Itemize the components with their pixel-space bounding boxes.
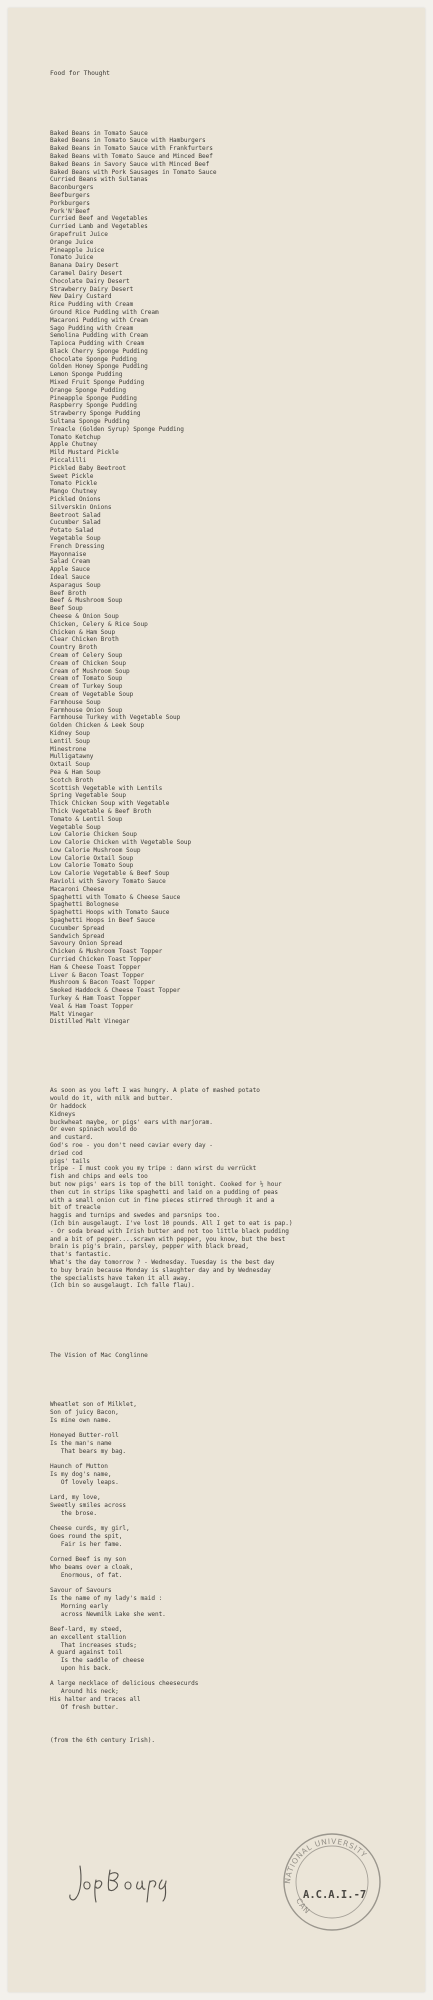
food-list-item: Chicken, Celery & Rice Soup <box>50 620 148 628</box>
poem-stanza <box>50 1587 380 1618</box>
food-list-item: Baked Beans with Pork Sausages in Tomato Sauce <box>50 168 217 176</box>
poem-line: Morning early <box>50 1602 108 1610</box>
document-title: Food for Thought <box>50 69 110 77</box>
food-list-item: Chicken & Ham Soup <box>50 628 116 636</box>
poem-line: Haunch of Mutton <box>50 1463 108 1471</box>
food-list-item: Spaghetti with Tomato & Cheese Sauce <box>50 893 181 901</box>
paragraph-line: What's the day tomorrow ? - Wednesday. Tuesday is the best day <box>50 1258 275 1266</box>
prose-paragraph <box>50 1087 380 1290</box>
food-list-item: Beefburgers <box>50 191 90 199</box>
food-list-item: Cream of Mushroom Soup <box>50 667 130 675</box>
food-list-item: Banana Dairy Desert <box>50 262 119 270</box>
paragraph-line: - Or soda bread with Irish butter and not too little black pudding <box>50 1227 289 1235</box>
poem-line: That increases studs; <box>50 1641 137 1649</box>
poem-stanza <box>50 1432 380 1455</box>
poem-line: Cheese curds, my girl, <box>50 1525 130 1533</box>
food-list-item: Liver & Bacon Toast Topper <box>50 971 145 979</box>
paragraph-line: (Ich bin ausgelaugt. I've lost 10 pounds. All I get to eat is pap.) <box>50 1219 293 1227</box>
food-list-item: Golden Chicken & Leek Soup <box>50 722 145 730</box>
food-list-item: Cream of Chicken Soup <box>50 659 126 667</box>
food-list-item: Veal & Ham Toast Topper <box>50 1002 134 1010</box>
food-list-item: Pork'N'Beef <box>50 207 90 215</box>
paragraph-line: but now pigs' ears is top of the bill tonight. Cooked for ½ hour <box>50 1180 282 1188</box>
paragraph-line: with a small onion cut in fine pieces stirred through it and a <box>50 1196 275 1204</box>
poem-line: Wheatlet son of Milklet, <box>50 1401 137 1409</box>
poem-stanza <box>50 1556 380 1579</box>
stamp-ring-text-bottom: CAN <box>294 1896 313 1916</box>
food-list-item: Ravioli with Savory Tomato Sauce <box>50 878 166 886</box>
paragraph-line: Kidneys <box>50 1110 76 1118</box>
poem-line: Is the name of my lady's maid : <box>50 1595 163 1602</box>
food-list <box>50 130 380 1027</box>
university-stamp <box>270 1826 390 1936</box>
food-list-item: Pickled Onions <box>50 496 101 504</box>
poem-line: Son of juicy Bacon, <box>50 1409 119 1417</box>
poem-stanza <box>50 1494 380 1517</box>
paragraph-line: pigs' tails <box>50 1157 90 1165</box>
food-list-item: Mango Chutney <box>50 488 98 496</box>
food-list-item: Curried Beef and Vegetables <box>50 215 148 223</box>
food-list-item: Tapioca Pudding with Cream <box>50 340 145 348</box>
food-list-item: Cream of Vegetable Soup <box>50 690 134 698</box>
food-list-item: Low Calorie Chicken with Vegetable Soup <box>50 839 192 847</box>
poem-line: Is mine own name. <box>50 1416 112 1424</box>
poem-line: His halter and traces all <box>50 1695 141 1703</box>
food-list-item: Strawberry Sponge Pudding <box>50 410 141 418</box>
food-list-item: New Dairy Custard <box>50 293 112 301</box>
food-list-item: Potato Salad <box>50 527 94 535</box>
food-list-item: Distilled Malt Vinegar <box>50 1018 130 1026</box>
typed-text-block <box>50 54 380 1760</box>
food-list-item: Rice Pudding with Cream <box>50 301 134 309</box>
poem-line: Is the man's name <box>50 1440 112 1448</box>
food-list-item: Scottish Vegetable with Lentils <box>50 784 163 792</box>
food-list-item: Minestrone <box>50 745 87 753</box>
food-list-item: Low Calorie Vegetable & Beef Soup <box>50 870 170 878</box>
food-list-item: Macaroni Pudding with Cream <box>50 316 148 324</box>
food-list-item: Farmhouse Turkey with Vegetable Soup <box>50 714 181 722</box>
food-list-item: Mixed Fruit Sponge Pudding <box>50 379 145 387</box>
food-list-item: Sago Pudding with Cream <box>50 324 134 332</box>
food-list-item: Ideal Sauce <box>50 574 90 581</box>
food-list-item: Vegetable Soup <box>50 535 101 543</box>
poem-stanza <box>50 1525 380 1548</box>
poem-line: Is the saddle of cheese <box>50 1657 145 1665</box>
paragraph-line: then cut in strips like spaghetti and laid on a pudding of peas <box>50 1188 278 1196</box>
food-list-item: Tomato Ketchup <box>50 433 101 441</box>
food-list-item: Caramel Dairy Desert <box>50 269 123 277</box>
poem-line: Goes round the spit, <box>50 1533 123 1541</box>
food-list-item: French Dressing <box>50 542 105 550</box>
food-list-item: Beetroot Salad <box>50 511 101 519</box>
food-list-item: Silverskin Onions <box>50 503 112 511</box>
paragraph-line: that's fantastic. <box>50 1251 112 1259</box>
food-list-item: Farmhouse Onion Soup <box>50 706 123 714</box>
poem-line: Around his neck; <box>50 1688 119 1696</box>
paragraph-line: dried cod <box>50 1149 83 1157</box>
food-list-item: Raspberry Sponge Pudding <box>50 402 137 410</box>
food-list-item: Cucumber Spread <box>50 924 105 932</box>
food-list-item: Vegetable Soup <box>50 823 101 831</box>
food-list-item: Baked Beans in Tomato Sauce with Hamburgers <box>50 137 206 145</box>
poem-line: Enormous, of fat. <box>50 1571 123 1579</box>
food-list-item: Ham & Cheese Toast Topper <box>50 963 141 971</box>
food-list-item: Grapefruit Juice <box>50 230 108 238</box>
food-list-item: Cream of Tomato Soup <box>50 675 123 683</box>
poem-credit: (from the 6th century Irish). <box>50 1736 155 1744</box>
paragraph-line: and a bit of pepper....scrawn with pepper, you know, but the best <box>50 1235 286 1243</box>
food-list-item: Spaghetti Bolognese <box>50 901 119 909</box>
food-list-item: Strawberry Dairy Desert <box>50 285 134 293</box>
food-list-item: Curried Chicken Toast Topper <box>50 956 152 964</box>
food-list-item: Black Cherry Sponge Pudding <box>50 347 148 355</box>
poem-line: A guard against toil <box>50 1649 123 1657</box>
food-list-item: Sweet Pickle <box>50 472 94 480</box>
food-list-item: Salad Cream <box>50 558 90 566</box>
food-list-item: Beef Broth <box>50 589 87 597</box>
food-list-item: Baconburgers <box>50 184 94 192</box>
food-list-item: Savoury Onion Spread <box>50 940 123 948</box>
food-list-item: Smoked Haddock & Cheese Toast Topper <box>50 987 181 995</box>
food-list-item: Cucumber Salad <box>50 519 101 527</box>
food-list-item: Mild Mustard Pickle <box>50 449 119 457</box>
svg-text:NATIONAL UNIVERSITY <box>283 1837 369 1885</box>
food-list-item: Curried Beans with Sultanas <box>50 176 148 184</box>
paragraph-line: haggis and turnips and swedes and parsnips too. <box>50 1212 221 1220</box>
food-list-item: Farmhouse Soup <box>50 698 101 706</box>
poem-stanza <box>50 1626 380 1673</box>
food-list-item: Tomato Pickle <box>50 480 98 488</box>
food-list-item: Baked Beans in Savory Sauce with Minced Beef <box>50 160 210 168</box>
food-list-item: Apple Sauce <box>50 566 90 574</box>
poem-line: Lard, my love, <box>50 1494 101 1502</box>
food-list-item: Chocolate Dairy Desert <box>50 277 130 285</box>
paragraph-line: Or haddock <box>50 1103 87 1110</box>
paragraph-line: tripe - I must cook you my tripe : dann wirst du verrückt <box>50 1165 257 1173</box>
poem-stanza <box>50 1680 380 1711</box>
food-list-item: Pickled Baby Beetroot <box>50 464 126 472</box>
poem-stanza <box>50 1401 380 1424</box>
food-list-item: Low Calorie Mushroom Soup <box>50 846 141 854</box>
food-list-item: Tomato & Lentil Soup <box>50 815 123 823</box>
poem-line: Of lovely leaps. <box>50 1478 119 1486</box>
paragraph-line: Or even spinach would do <box>50 1126 137 1134</box>
food-list-item: Mulligatawny <box>50 753 94 761</box>
stamp-accession-number: A.C.A.I.-7 <box>303 1889 367 1901</box>
poem-line: That bears my bag. <box>50 1447 126 1455</box>
paragraph-line: fish and chips and eels too <box>50 1173 148 1181</box>
food-list-item: Pea & Ham Soup <box>50 768 101 776</box>
food-list-item: Mushroom & Bacon Toast Topper <box>50 979 155 987</box>
poem-line: Honeyed Butter-roll <box>50 1432 119 1440</box>
food-list-item: Beef & Mushroom Soup <box>50 597 123 605</box>
food-list-item: Oxtail Soup <box>50 761 90 769</box>
food-list-item: Semolina Pudding with Cream <box>50 332 148 340</box>
paragraph-line: brain is pig's brain, parsley, pepper with black bread, <box>50 1243 250 1251</box>
food-list-item: Thick Chicken Soup with Vegetable <box>50 800 170 808</box>
food-list-item: Baked Beans in Tomato Sauce with Frankfurters <box>50 145 213 153</box>
food-list-item: Cream of Celery Soup <box>50 651 123 659</box>
poem-line: upon his back. <box>50 1664 112 1672</box>
poem-line: Beef-lard, my steed, <box>50 1625 123 1633</box>
food-list-item: Tomato Juice <box>50 254 94 262</box>
food-list-item: Chicken & Mushroom Toast Topper <box>50 948 163 956</box>
food-list-item: Golden Honey Sponge Pudding <box>50 363 148 371</box>
food-list-item: Cream of Turkey Soup <box>50 683 123 691</box>
food-list-item: Lentil Soup <box>50 737 90 745</box>
food-list-item: Spring Vegetable Soup <box>50 792 126 800</box>
poem-line: Fair is her fame. <box>50 1540 123 1548</box>
food-list-item: Spaghetti Hoops with Tomato Sauce <box>50 909 170 917</box>
paper-sheet <box>8 8 425 1992</box>
food-list-item: Lemon Sponge Pudding <box>50 371 123 379</box>
food-list-item: Sandwich Spread <box>50 932 105 940</box>
food-list-item: Spaghetti Hoops in Beef Sauce <box>50 917 155 925</box>
food-list-item: Kidney Soup <box>50 729 90 737</box>
paragraph-line: to buy brain because Monday is slaughter day and by Wednesday <box>50 1266 271 1274</box>
poem-line: Who beams over a cloak, <box>50 1564 134 1572</box>
poem-stanza <box>50 1463 380 1486</box>
poem-title: The Vision of Mac Conglinne <box>50 1352 148 1360</box>
paragraph-line: God's roe - you don't need caviar every day - <box>50 1141 213 1149</box>
food-list-item: Mayonnaise <box>50 550 87 558</box>
food-list-item: Orange Juice <box>50 238 94 246</box>
food-list-item: Curried Lamb and Vegetables <box>50 223 148 231</box>
food-list-item: Chocolate Sponge Pudding <box>50 355 137 363</box>
food-list-item: Pineapple Juice <box>50 246 105 254</box>
food-list-item: Pineapple Sponge Pudding <box>50 394 137 402</box>
food-list-item: Turkey & Ham Toast Topper <box>50 995 141 1003</box>
food-list-item: Clear Chicken Broth <box>50 636 119 644</box>
food-list-item: Country Broth <box>50 644 98 652</box>
food-list-item: Macaroni Cheese <box>50 885 105 893</box>
food-list-item: Baked Beans with Tomato Sauce and Minced Beef <box>50 152 213 160</box>
food-list-item: Sultana Sponge Pudding <box>50 418 130 426</box>
paragraph-line: (Ich bin so ausgelaugt. Ich falle flau). <box>50 1282 195 1290</box>
paragraph-line: buckwheat maybe, or pigs' ears with marjoram. <box>50 1118 213 1126</box>
food-list-item: Cheese & Onion Soup <box>50 612 119 620</box>
paragraph-line: would do it, with milk and butter. <box>50 1095 174 1103</box>
paragraph-line: bit of treacle <box>50 1204 101 1212</box>
poem-line: the brose. <box>50 1509 98 1517</box>
food-list-item: Beef Soup <box>50 605 83 613</box>
food-list-item: Treacle (Golden Syrup) Sponge Pudding <box>50 425 184 433</box>
food-list-item: Apple Chutney <box>50 441 98 449</box>
food-list-item: Thick Vegetable & Beef Broth <box>50 807 152 815</box>
food-list-item: Malt Vinegar <box>50 1010 94 1018</box>
poem-line: across Newmilk Lake she went. <box>50 1610 166 1618</box>
food-list-item: Ground Rice Pudding with Cream <box>50 308 159 316</box>
paragraph-line: and custard. <box>50 1134 94 1142</box>
poem-line: an excellent stallion <box>50 1633 126 1641</box>
paragraph-line: As soon as you left I was hungry. A plate of mashed potato <box>50 1087 260 1095</box>
poem-line: Corned Beef is my son <box>50 1556 126 1564</box>
food-list-item: Porkburgers <box>50 199 90 207</box>
paragraph-line: the specialists have taken it all away. <box>50 1274 192 1282</box>
food-list-item: Baked Beans in Tomato Sauce <box>50 129 148 137</box>
food-list-item: Low Calorie Oxtail Soup <box>50 854 134 862</box>
food-list-item: Low Calorie Chicken Soup <box>50 831 137 839</box>
poem-line: Is my dog's name, <box>50 1471 112 1479</box>
stamp-ring-text: NATIONAL UNIVERSITY <box>282 1836 369 1885</box>
poem-line: Savour of Savours <box>50 1587 112 1595</box>
food-list-item: Orange Sponge Pudding <box>50 386 126 394</box>
food-list-item: Piccalilli <box>50 457 87 465</box>
food-list-item: Low Calorie Tomato Soup <box>50 862 134 870</box>
food-list-item: Scotch Broth <box>50 776 94 784</box>
poem-line: Sweetly smiles across <box>50 1502 126 1510</box>
poem <box>50 1401 380 1711</box>
food-list-item: Asparagus Soup <box>50 581 101 589</box>
poem-line: A large necklace of delicious cheesecurds <box>50 1680 199 1688</box>
signature <box>66 1858 196 1904</box>
poem-line: Of fresh butter. <box>50 1703 119 1711</box>
